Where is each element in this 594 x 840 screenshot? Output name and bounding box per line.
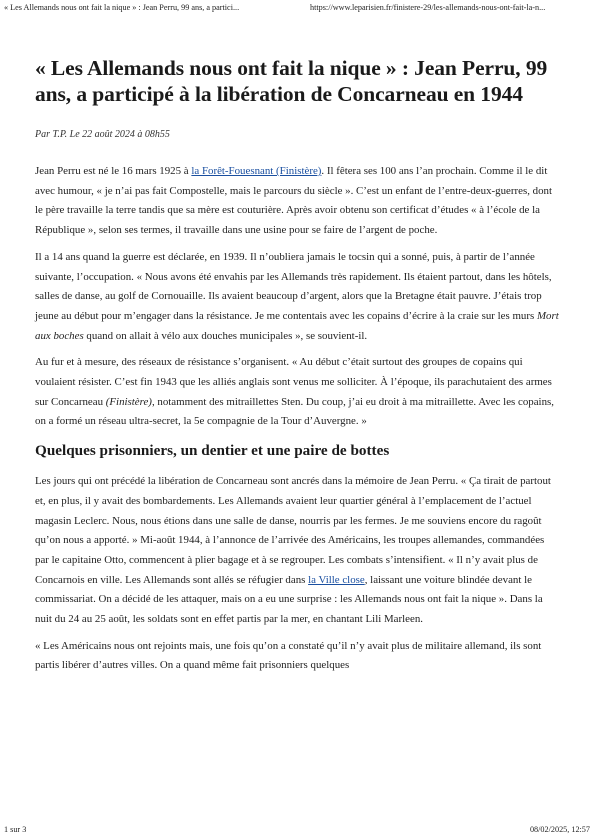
- print-datetime: 08/02/2025, 12:57: [529, 825, 590, 834]
- article-headline: « Les Allemands nous ont fait la nique » : Jean Perru, 99 ans, a participé à la libération de Concarneau en 1944: [35, 56, 548, 106]
- paragraph-1-text-b: . Il fêtera ses 100 ans l’an prochain. Comme il le dit avec humour, « je n’ai pas fait Compostelle, mais le parcours du siècle ». C’est un enfant de l’entre-deux-guerres, dont le père travaille la terre tandis que sa mère est couturière. Après avoir obtenu son certificat d’études « à l’école de la République », selon ses termes, il travaille dans une usine pour se faire de l’argent de poche.: [35, 165, 553, 237]
- paragraph-2-text-b: quand on allait à vélo aux douches municipales », se souvient-il.: [83, 329, 368, 342]
- article-body: [35, 162, 559, 676]
- paragraph-1: [35, 162, 559, 241]
- paragraph-3-emphasis: (Finistère): [105, 395, 152, 408]
- paragraph-5-text: « Les Américains nous ont rejoints mais, une fois qu’on a constaté qu’il n’y avait plus de militaire allemand, ils sont partis libérer d’autres villes. On a quand même fait prisonniers quelques: [35, 639, 542, 672]
- paragraph-2-text-a: Il a 14 ans quand la guerre est déclarée, en 1939. Il n’oubliera jamais le tocsin qui a sonné, puis, à partir de l’année suivante, l’occupation. « Nous avons été envahis par les Allemands très rapidement. Ils étaient partout, dans les hôtels, salles de danse, au golf de Cornouaille. Ils avaient beaucoup d’argent, alors que la Bretagne était pauvre. J’étais trop jeune au début pour m’engager dans la résistance. Je me contentais avec les copains d’écrire à la craie sur les murs: [35, 250, 552, 322]
- paragraph-4: [35, 472, 559, 630]
- paragraph-5: [35, 637, 559, 676]
- paragraph-4-text-b: , laissant une voiture blindée devant le commissariat. On a décidé de les attaquer, mais on a eu une surprise : les Allemands nous ont fait la nique ». Dans la nuit du 24 au 25 août, les soldats sont en effet partis par la mer, en chantant Lili Marleen.: [35, 573, 543, 626]
- print-header-title: « Les Allemands nous ont fait la nique » : Jean Perru, 99 ans, a partici...: [4, 3, 240, 12]
- paragraph-1-text-a: Jean Perru est né le 16 mars 1925 à: [35, 165, 192, 177]
- byline: [35, 129, 559, 140]
- paragraph-3: [35, 353, 559, 432]
- paragraph-2-emphasis: Mort aux boches: [35, 309, 559, 342]
- paragraph-3-text-a: Au fur et à mesure, des réseaux de résistance s’organisent. « Au début c’était surtout des groupes de copains qui voulaient résister. C’est fin 1943 que les alliés anglais sont venus me solliciter. À l’époque, ils parachutaient des armes sur Concarneau: [35, 356, 552, 408]
- link-la-ville-close[interactable]: la Ville close: [308, 573, 365, 586]
- section-subheading: Quelques prisonniers, un dentier et une paire de bottes: [35, 442, 390, 460]
- byline-date: Le 22 août 2024 à 08h55: [69, 129, 170, 140]
- paragraph-2: [35, 248, 559, 347]
- byline-author: Par T.P.: [35, 129, 68, 140]
- link-la-foret-fouesnant[interactable]: la Forêt-Fouesnant (Finistère): [191, 165, 322, 177]
- print-header: [4, 3, 590, 15]
- paragraph-3-text-b: , notamment des mitraillettes Sten. Du coup, j’ai eu droit à ma mitraillette. Avec les copains, on a formé un réseau ultra-secret, la 5e compagnie de la Tour d’Auvergne. »: [35, 395, 554, 428]
- page-number: 1 sur 3: [4, 825, 27, 834]
- print-header-url: https://www.leparisien.fr/finistere-29/les-allemands-nous-ont-fait-la-n...: [310, 3, 546, 12]
- paragraph-4-text-a: Les jours qui ont précédé la libération de Concarneau sont ancrés dans la mémoire de Jean Perru. « Ça tirait de partout et, en plus, il y avait des bombardements. Les Allemands avaient leur quartier général à l’emplacement de l’actuel magasin Leclerc. Nous, nous étions dans une salle de danse, nourris par les fermes. Je me souviens encore du ragoût qu’on nous a apporté. » Mi-août 1944, à l’annonce de l’arrivée des Américains, les troupes allemandes, commandées par le capitaine Otto, commencent à plier bagage et à se regrouper. Les combats s’intensifient. « Il n’y avait plus de Concarnois en ville. Les Allemands sont allés se réfugier dans: [35, 475, 551, 586]
- print-footer: [4, 825, 590, 836]
- article: [35, 56, 559, 683]
